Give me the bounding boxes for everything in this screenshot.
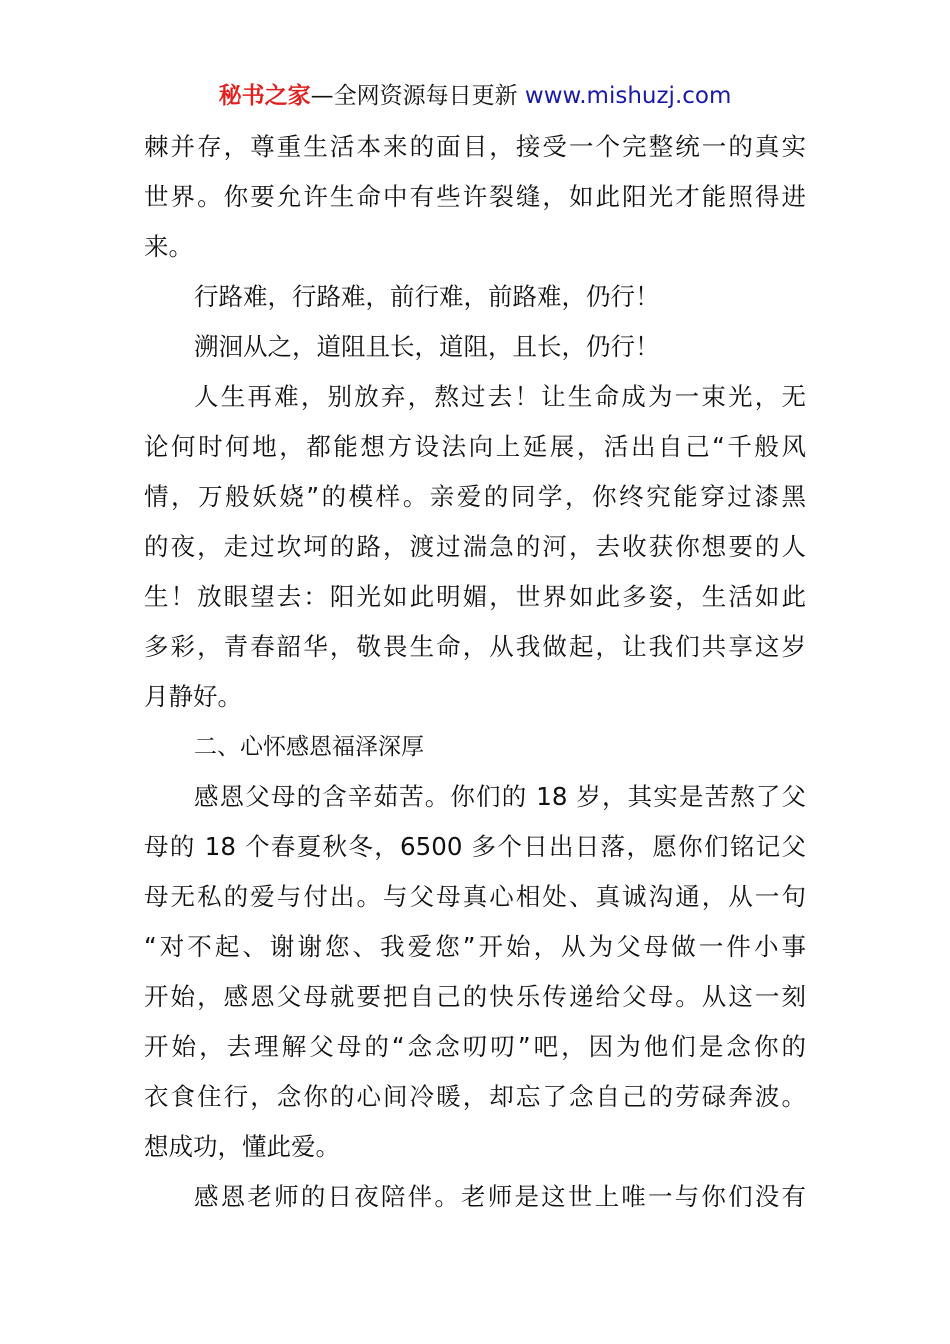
text-line: 世界。你要允许生命中有些许裂缝，如此阳光才能照得进 xyxy=(144,182,806,211)
site-url-link[interactable]: www.mishuzj.com xyxy=(524,83,732,109)
section-heading: 二、心怀感恩福泽深厚 xyxy=(194,734,424,760)
site-header xyxy=(0,80,950,112)
text-line: 人生再难，别放弃，熬过去！让生命成为一束光，无 xyxy=(194,382,806,411)
text-line: 来。 xyxy=(144,232,193,261)
text-line: 母无私的爱与付出。与父母真心相处、真诚沟通，从一句 xyxy=(144,882,806,911)
text-line: 情，万般妖娆”的模样。亲爱的同学，你终究能穿过漆黑 xyxy=(144,482,806,511)
text-line: 溯洄从之，道阻且长，道阻，且长，仍行！ xyxy=(194,332,660,361)
text-line: 棘并存，尊重生活本来的面目，接受一个完整统一的真实 xyxy=(144,132,806,161)
site-tagline: —全网资源每日更新 xyxy=(310,83,525,109)
text-line: 衣食住行，念你的心间冷暖，却忘了念自己的劳碌奔波。 xyxy=(144,1082,806,1111)
text-line: 感恩老师的日夜陪伴。老师是这世上唯一与你们没有 xyxy=(194,1182,806,1211)
text-line: “对不起、谢谢您、我爱您”开始，从为父母做一件小事 xyxy=(144,932,806,961)
text-line: 生！放眼望去：阳光如此明媚，世界如此多姿，生活如此 xyxy=(144,582,806,611)
text-line: 月静好。 xyxy=(144,682,242,711)
text-line: 感恩父母的含辛茹苦。你们的 18 岁，其实是苦熬了父 xyxy=(194,782,806,811)
text-line: 多彩，青春韶华，敬畏生命，从我做起，让我们共享这岁 xyxy=(144,632,806,661)
document-body xyxy=(144,122,806,1222)
text-line: 想成功，懂此爱。 xyxy=(144,1132,340,1161)
text-line: 行路难，行路难，前行难，前路难，仍行！ xyxy=(194,282,660,311)
text-line: 母的 18 个春夏秋冬，6500 多个日出日落，愿你们铭记父 xyxy=(144,832,806,861)
text-line: 的夜，走过坎坷的路，渡过湍急的河，去收获你想要的人 xyxy=(144,532,806,561)
site-brand: 秘书之家 xyxy=(218,83,311,109)
text-line: 开始，去理解父母的“念念叨叨”吧，因为他们是念你的 xyxy=(144,1032,806,1061)
text-line: 开始，感恩父母就要把自己的快乐传递给父母。从这一刻 xyxy=(144,982,806,1011)
text-line: 论何时何地，都能想方设法向上延展，活出自己“千般风 xyxy=(144,432,806,461)
